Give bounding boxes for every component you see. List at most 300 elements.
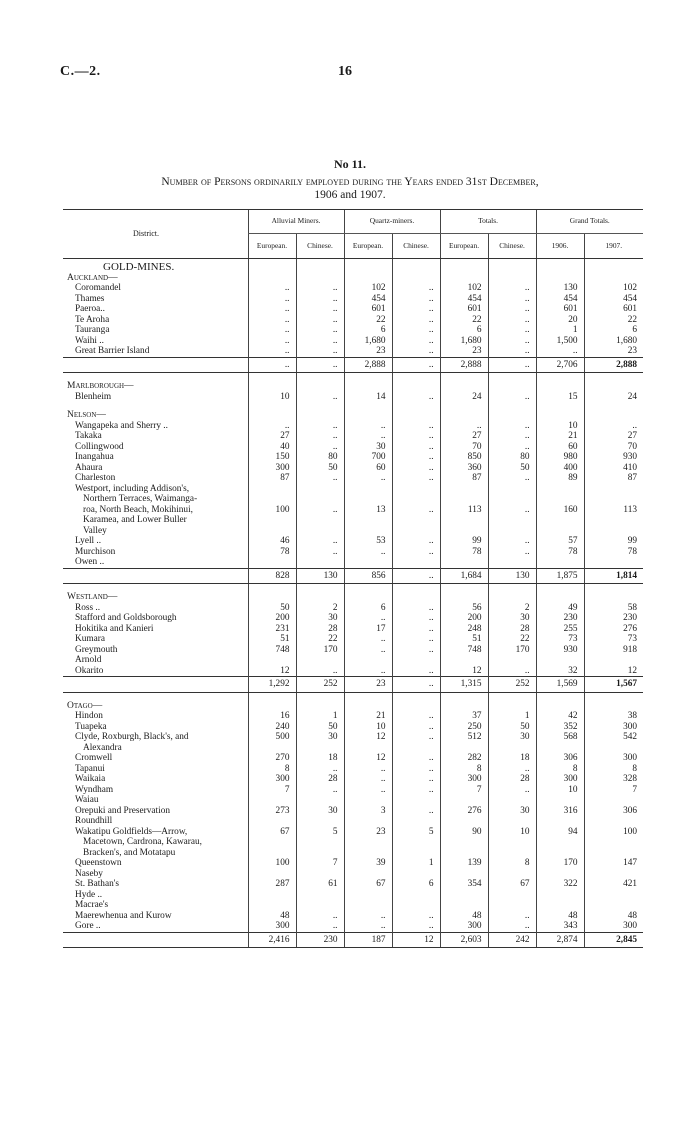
value-cell: 1,567	[584, 677, 643, 693]
value-cell: ..	[248, 357, 296, 373]
table-row	[63, 613, 643, 624]
table-row	[63, 900, 643, 911]
value-cell	[440, 900, 488, 911]
value-cell	[392, 869, 440, 880]
value-cell: 10	[488, 827, 536, 838]
value-cell: 1,814	[584, 568, 643, 584]
value-cell: 87	[248, 473, 296, 484]
district-name: Wakatipu Goldfields—Arrow,	[75, 826, 188, 837]
district-name: Auckland—	[67, 272, 118, 283]
spacer-row	[63, 584, 643, 593]
district-cell	[63, 711, 248, 722]
district-name: Westport, including Addison's,	[75, 483, 190, 494]
value-cell: 22	[344, 315, 392, 326]
value-cell	[584, 701, 643, 712]
value-cell: ..	[488, 336, 536, 347]
spacer-cell	[392, 584, 440, 593]
value-cell	[440, 848, 488, 859]
value-cell: 454	[344, 294, 392, 305]
value-cell: ..	[392, 603, 440, 614]
value-cell: 248	[440, 624, 488, 635]
value-cell: ..	[392, 722, 440, 733]
value-cell	[248, 410, 296, 421]
district-cell	[63, 294, 248, 305]
grand-totals-header: Grand Totals.	[536, 210, 643, 234]
value-cell: 300	[584, 722, 643, 733]
value-cell	[248, 900, 296, 911]
value-cell	[392, 655, 440, 666]
value-cell	[248, 557, 296, 568]
value-cell: 230	[536, 613, 584, 624]
district-name: Clyde, Roxburgh, Black's, and	[75, 732, 189, 742]
total-row	[63, 932, 643, 948]
value-cell: ..	[344, 785, 392, 796]
value-cell: 61	[296, 879, 344, 890]
value-cell: ..	[296, 325, 344, 336]
spacer-cell	[344, 373, 392, 382]
value-cell: 316	[536, 806, 584, 817]
value-cell: 160	[536, 505, 584, 516]
value-cell	[248, 655, 296, 666]
district-name: Karamea, and Lower Buller	[83, 515, 187, 525]
value-cell: 22	[296, 634, 344, 645]
spacer-cell	[488, 692, 536, 701]
value-cell: ..	[296, 473, 344, 484]
district-header: District.	[63, 210, 248, 259]
value-cell: 30	[296, 732, 344, 743]
value-cell	[392, 515, 440, 526]
district-cell	[63, 869, 248, 880]
value-cell: 542	[584, 732, 643, 743]
table-row	[63, 753, 643, 764]
district-name: Ross ..	[75, 602, 101, 613]
district-cell	[63, 900, 248, 911]
table-row	[63, 806, 643, 817]
value-cell	[392, 900, 440, 911]
value-cell: 1,569	[536, 677, 584, 693]
value-cell: ..	[392, 785, 440, 796]
value-cell: ..	[344, 774, 392, 785]
value-cell: ..	[344, 421, 392, 432]
value-cell: 10	[536, 421, 584, 432]
value-cell	[392, 795, 440, 806]
value-cell: 2,706	[536, 357, 584, 373]
value-cell	[536, 259, 584, 273]
table-row	[63, 890, 643, 901]
value-cell	[392, 592, 440, 603]
value-cell: 300	[536, 774, 584, 785]
district-name: Paeroa..	[75, 304, 105, 314]
value-cell: ..	[296, 392, 344, 403]
value-cell: ..	[392, 304, 440, 315]
spacer-cell	[63, 373, 248, 382]
spacer-cell	[584, 402, 643, 410]
district-name: Bracken's, and Motatapu	[83, 847, 176, 858]
value-cell: 6	[392, 879, 440, 890]
district-name: Otago—	[67, 700, 103, 711]
value-cell	[440, 795, 488, 806]
value-cell: 1,680	[584, 336, 643, 347]
value-cell	[248, 837, 296, 848]
district-cell	[63, 764, 248, 775]
district-cell	[63, 346, 248, 357]
district-name: Northern Terraces, Waimanga-	[83, 494, 198, 504]
value-cell	[296, 890, 344, 901]
value-cell: 170	[488, 645, 536, 656]
value-cell: ..	[248, 421, 296, 432]
table-row	[63, 442, 643, 453]
table-row	[63, 392, 643, 403]
value-cell: 6	[344, 603, 392, 614]
value-cell	[584, 795, 643, 806]
value-cell: ..	[392, 774, 440, 785]
value-cell: ..	[344, 473, 392, 484]
value-cell	[584, 494, 643, 505]
district-name: Wyndham	[75, 784, 114, 795]
value-cell	[584, 381, 643, 392]
value-cell: ..	[296, 315, 344, 326]
value-cell	[440, 816, 488, 827]
title-line-1: Number of Persons ordinarily employed during the Years ended 31st December,	[161, 176, 539, 188]
district-name: Arnold	[75, 655, 102, 665]
table-row	[63, 732, 643, 743]
value-cell: 102	[584, 283, 643, 294]
value-cell: 306	[536, 753, 584, 764]
table-row	[63, 911, 643, 922]
value-cell: ..	[488, 536, 536, 547]
value-cell: ..	[248, 346, 296, 357]
district-cell	[63, 785, 248, 796]
value-cell	[488, 701, 536, 712]
value-cell	[584, 837, 643, 848]
value-cell: ..	[296, 421, 344, 432]
value-cell	[536, 743, 584, 754]
district-cell	[63, 592, 248, 603]
value-cell: 5	[392, 827, 440, 838]
value-cell: 20	[536, 315, 584, 326]
value-cell: ..	[344, 911, 392, 922]
district-name: Coromandel	[75, 283, 121, 293]
value-cell: ..	[488, 911, 536, 922]
value-cell: 56	[440, 603, 488, 614]
value-cell	[344, 410, 392, 421]
value-cell: 8	[536, 764, 584, 775]
value-cell: 7	[296, 858, 344, 869]
value-cell: 28	[488, 774, 536, 785]
spacer-cell	[392, 692, 440, 701]
table-row	[63, 463, 643, 474]
value-cell: ..	[488, 764, 536, 775]
district-name: Cromwell	[75, 753, 113, 763]
value-cell: 23	[344, 677, 392, 693]
value-cell: 568	[536, 732, 584, 743]
value-cell	[536, 484, 584, 495]
value-cell: ..	[488, 505, 536, 516]
value-cell: ..	[392, 392, 440, 403]
value-cell: ..	[392, 568, 440, 584]
value-cell: 24	[584, 392, 643, 403]
district-cell	[63, 473, 248, 484]
value-cell	[440, 259, 488, 273]
spacer-cell	[536, 402, 584, 410]
district-name: Macrae's	[75, 900, 109, 910]
district-cell	[63, 677, 248, 693]
value-cell	[392, 273, 440, 284]
value-cell: 53	[344, 536, 392, 547]
district-cell	[63, 505, 248, 516]
european-header: European.	[344, 234, 392, 259]
district-name: Lyell ..	[75, 536, 102, 546]
value-cell: 2,874	[536, 932, 584, 948]
district-name: Murchison	[75, 546, 116, 557]
value-cell: ..	[296, 911, 344, 922]
value-cell: 99	[440, 536, 488, 547]
value-cell: 18	[488, 753, 536, 764]
district-name: Hindon	[75, 711, 103, 721]
value-cell: 300	[248, 774, 296, 785]
spacer-cell	[584, 692, 643, 701]
value-cell: ..	[392, 677, 440, 693]
spacer-row	[63, 692, 643, 701]
value-cell: 30	[344, 442, 392, 453]
value-cell: ..	[344, 431, 392, 442]
value-cell: ..	[296, 294, 344, 305]
value-cell	[536, 890, 584, 901]
value-cell: 10	[536, 785, 584, 796]
value-cell: ..	[488, 283, 536, 294]
value-cell: 850	[440, 452, 488, 463]
value-cell	[296, 557, 344, 568]
section-row	[63, 701, 643, 712]
value-cell	[440, 701, 488, 712]
value-cell: 57	[536, 536, 584, 547]
value-cell	[392, 743, 440, 754]
district-cell	[63, 816, 248, 827]
value-cell: 8	[584, 764, 643, 775]
value-cell: 2	[488, 603, 536, 614]
value-cell: 28	[296, 624, 344, 635]
value-cell	[344, 848, 392, 859]
value-cell: 454	[440, 294, 488, 305]
value-cell	[536, 900, 584, 911]
value-cell: 322	[536, 879, 584, 890]
value-cell: 300	[440, 921, 488, 932]
value-cell: 8	[488, 858, 536, 869]
table-row	[63, 315, 643, 326]
value-cell: 87	[584, 473, 643, 484]
value-cell: ..	[488, 473, 536, 484]
table-row	[63, 858, 643, 869]
value-cell: ..	[392, 325, 440, 336]
district-name: Westland—	[67, 592, 118, 602]
value-cell: 67	[344, 879, 392, 890]
alluvial-header: Alluvial Miners.	[248, 210, 344, 234]
district-cell	[63, 795, 248, 806]
value-cell	[344, 484, 392, 495]
spacer-cell	[440, 373, 488, 382]
value-cell: 48	[440, 911, 488, 922]
value-cell: 70	[440, 442, 488, 453]
district-name: Ahaura	[75, 462, 103, 473]
value-cell	[584, 484, 643, 495]
table-row	[63, 557, 643, 568]
value-cell: 70	[584, 442, 643, 453]
value-cell: 700	[344, 452, 392, 463]
table-row	[63, 816, 643, 827]
district-name: Great Barrier Island	[75, 346, 150, 356]
value-cell: 14	[344, 392, 392, 403]
value-cell	[344, 743, 392, 754]
value-cell: 60	[536, 442, 584, 453]
value-cell: 252	[488, 677, 536, 693]
district-cell	[63, 273, 248, 284]
value-cell	[344, 273, 392, 284]
table-row	[63, 827, 643, 838]
value-cell	[536, 381, 584, 392]
value-cell: ..	[248, 336, 296, 347]
district-name: Marlborough—	[67, 381, 134, 391]
value-cell	[584, 526, 643, 537]
table-row	[63, 346, 643, 357]
value-cell: 46	[248, 536, 296, 547]
spacer-row	[63, 402, 643, 410]
spacer-cell	[344, 692, 392, 701]
district-name: Queenstown	[75, 858, 122, 868]
value-cell	[296, 816, 344, 827]
value-cell	[488, 381, 536, 392]
value-cell: ..	[296, 785, 344, 796]
value-cell: 270	[248, 753, 296, 764]
value-cell	[248, 848, 296, 859]
value-cell: 273	[248, 806, 296, 817]
table-number: No 11.	[333, 157, 366, 171]
table-row	[63, 494, 643, 505]
value-cell: ..	[392, 911, 440, 922]
value-cell: 67	[488, 879, 536, 890]
value-cell	[248, 869, 296, 880]
district-name: Collingwood	[75, 441, 124, 452]
value-cell	[488, 273, 536, 284]
value-cell: ..	[248, 283, 296, 294]
value-cell	[536, 494, 584, 505]
table-row	[63, 837, 643, 848]
district-name: roa, North Beach, Mokihinui,	[83, 504, 193, 515]
value-cell: ..	[392, 624, 440, 635]
totals-header: Totals.	[440, 210, 536, 234]
value-cell	[536, 655, 584, 666]
value-cell	[536, 592, 584, 603]
european-header: European.	[440, 234, 488, 259]
value-cell	[248, 743, 296, 754]
value-cell: ..	[296, 764, 344, 775]
value-cell	[440, 890, 488, 901]
value-cell: ..	[344, 547, 392, 558]
value-cell: 306	[584, 806, 643, 817]
value-cell: 113	[440, 505, 488, 516]
table-row	[63, 711, 643, 722]
value-cell	[488, 900, 536, 911]
value-cell: 454	[536, 294, 584, 305]
value-cell: 12	[344, 732, 392, 743]
value-cell: 89	[536, 473, 584, 484]
district-name: Tauranga	[75, 325, 110, 335]
table-row	[63, 848, 643, 859]
value-cell: 51	[248, 634, 296, 645]
value-cell: 78	[248, 547, 296, 558]
value-cell: 50	[488, 463, 536, 474]
value-cell: 67	[248, 827, 296, 838]
value-cell: 28	[488, 624, 536, 635]
spacer-cell	[63, 692, 248, 701]
table-row	[63, 547, 643, 558]
value-cell: 58	[584, 603, 643, 614]
value-cell: 32	[536, 666, 584, 677]
report-reference: C.—2.	[60, 64, 101, 79]
value-cell: ..	[248, 294, 296, 305]
district-cell	[63, 806, 248, 817]
district-cell	[63, 557, 248, 568]
value-cell: 255	[536, 624, 584, 635]
value-cell	[440, 273, 488, 284]
value-cell	[296, 484, 344, 495]
value-cell	[488, 526, 536, 537]
european-header: European.	[248, 234, 296, 259]
value-cell: 8	[248, 764, 296, 775]
district-cell	[63, 494, 248, 505]
quartz-header: Quartz-miners.	[344, 210, 440, 234]
value-cell	[536, 837, 584, 848]
value-cell	[536, 701, 584, 712]
value-cell	[536, 515, 584, 526]
value-cell	[584, 410, 643, 421]
value-cell	[488, 795, 536, 806]
value-cell: 30	[488, 806, 536, 817]
value-cell	[584, 848, 643, 859]
value-cell: 6	[584, 325, 643, 336]
value-cell: 1	[536, 325, 584, 336]
value-cell: ..	[392, 753, 440, 764]
value-cell	[536, 273, 584, 284]
value-cell: 454	[584, 294, 643, 305]
value-cell: ..	[344, 666, 392, 677]
value-cell: 252	[296, 677, 344, 693]
value-cell	[344, 701, 392, 712]
total-row	[63, 357, 643, 373]
value-cell	[344, 869, 392, 880]
value-cell: 748	[440, 645, 488, 656]
total-row	[63, 568, 643, 584]
value-cell: 421	[584, 879, 643, 890]
table-row	[63, 879, 643, 890]
value-cell: ..	[392, 613, 440, 624]
value-cell: 276	[584, 624, 643, 635]
value-cell	[296, 743, 344, 754]
value-cell: ..	[392, 764, 440, 775]
value-cell: 12	[344, 753, 392, 764]
section-row	[63, 381, 643, 392]
value-cell: 300	[440, 774, 488, 785]
district-cell	[63, 879, 248, 890]
value-cell: 410	[584, 463, 643, 474]
district-name: Roundhill	[75, 816, 113, 826]
value-cell: ..	[488, 294, 536, 305]
value-cell	[296, 701, 344, 712]
value-cell: 50	[488, 722, 536, 733]
district-name: Blenheim	[75, 391, 112, 402]
value-cell	[392, 381, 440, 392]
value-cell: 30	[296, 806, 344, 817]
value-cell: 10	[344, 722, 392, 733]
